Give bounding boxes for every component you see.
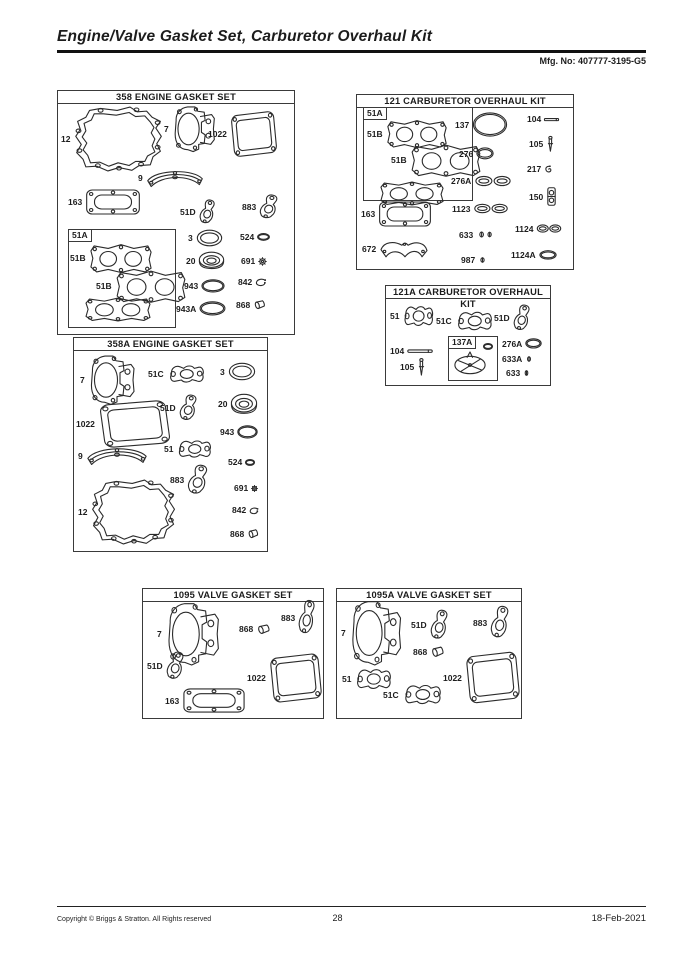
part-943 xyxy=(184,279,225,293)
part-868 xyxy=(230,528,260,539)
curved-gasket-icon xyxy=(86,444,148,467)
part-number: 7 xyxy=(164,124,169,134)
part-51D xyxy=(180,199,216,225)
part-number: 163 xyxy=(165,695,180,706)
kit-box-121A xyxy=(385,285,551,386)
rect-gasket-icon xyxy=(85,187,141,217)
part-9 xyxy=(138,167,204,189)
part-number: 276A xyxy=(502,338,523,349)
small-oring-icon xyxy=(257,233,270,241)
part-number: 943 xyxy=(220,427,235,437)
small-oring-icon xyxy=(483,343,493,350)
part-51D xyxy=(494,304,531,332)
part-51C xyxy=(148,362,205,386)
part-12 xyxy=(61,105,165,173)
part-number: 633A xyxy=(502,354,523,364)
part-868 xyxy=(236,299,267,310)
part-number: 868 xyxy=(413,646,428,657)
part-20 xyxy=(218,393,258,415)
oring-icon xyxy=(201,279,225,293)
part-number: 842 xyxy=(238,277,253,287)
part-number: 137 xyxy=(455,119,470,130)
part-1022 xyxy=(208,107,278,161)
screw-icon xyxy=(478,255,487,265)
part-number: 1123 xyxy=(452,203,471,214)
part-number: 105 xyxy=(529,139,544,149)
part-121A-item-8 xyxy=(452,350,488,375)
part-51D xyxy=(411,609,449,641)
part-51D xyxy=(147,651,185,681)
part-number: 51B xyxy=(391,155,407,165)
diaphragm-icon xyxy=(452,350,488,375)
part-842 xyxy=(238,277,268,287)
part-number: 1022 xyxy=(247,673,266,683)
part-number: 51B xyxy=(367,128,383,139)
part-672 xyxy=(362,239,429,259)
part-number: 51D xyxy=(180,207,196,217)
part-7 xyxy=(341,599,405,667)
footer-rule xyxy=(57,906,646,907)
part-691 xyxy=(241,256,267,266)
part-883 xyxy=(281,599,316,636)
flange-gasket-wide-icon xyxy=(402,681,442,708)
screw-icon xyxy=(523,368,530,378)
part-number: 7 xyxy=(157,629,162,639)
part-51C xyxy=(383,681,442,708)
part-number: 868 xyxy=(236,299,251,310)
part-137 xyxy=(455,111,508,138)
kit-box-358 xyxy=(57,90,295,335)
welch-plug-icon xyxy=(247,528,260,539)
part-51 xyxy=(390,302,434,330)
part-868 xyxy=(413,645,446,658)
part-868 xyxy=(239,623,272,635)
part-number: 7 xyxy=(80,375,85,385)
part-number: 51B xyxy=(96,281,112,291)
oring-icon xyxy=(237,425,258,439)
part-number: 104 xyxy=(390,346,405,356)
part-number: 524 xyxy=(240,232,255,242)
needle-valve-icon xyxy=(546,136,555,152)
part-524 xyxy=(240,232,270,242)
flange-gasket-icon xyxy=(187,464,209,496)
part-number: 20 xyxy=(218,399,228,409)
flange-gasket-wide-icon xyxy=(455,308,493,334)
part-number: 633 xyxy=(459,229,474,240)
part-number: 51C xyxy=(148,369,164,379)
valve-cover-gasket-icon xyxy=(230,107,278,161)
kit-box-121 xyxy=(356,94,574,270)
curved-gasket-icon xyxy=(146,167,204,189)
oring-pair-icon xyxy=(473,202,509,215)
part-3 xyxy=(188,229,223,247)
part-number: 1124 xyxy=(515,223,534,234)
part-number: 672 xyxy=(362,244,377,254)
part-217 xyxy=(527,164,553,174)
part-1022 xyxy=(443,647,521,708)
part-524 xyxy=(228,457,255,467)
part-number: 943A xyxy=(176,303,197,314)
part-163 xyxy=(361,199,432,229)
part-943 xyxy=(220,425,258,439)
part-1124A xyxy=(511,250,557,260)
valve-cover-gasket-icon xyxy=(269,649,323,707)
kit-box-1095A xyxy=(336,588,522,719)
part-105 xyxy=(529,136,555,152)
part-883 xyxy=(473,605,510,640)
needle-valve-icon xyxy=(417,358,426,376)
part-number: 9 xyxy=(78,450,83,461)
page-number: 28 xyxy=(332,913,343,923)
kit-title: 121 CARBURETOR OVERHAUL KIT xyxy=(357,95,573,108)
small-oring-icon xyxy=(525,338,542,349)
part-number: 12 xyxy=(61,134,71,144)
part-number: 51 xyxy=(390,311,400,321)
welch-plug-icon xyxy=(256,623,272,635)
flange-gasket-icon xyxy=(513,304,531,332)
serrated-washer-icon xyxy=(251,485,258,492)
part-20 xyxy=(186,251,225,270)
rect-gasket-icon xyxy=(378,199,432,229)
part-number: 51 xyxy=(342,674,352,684)
part-1124 xyxy=(515,223,562,234)
part-1123 xyxy=(452,202,509,215)
carb-manifold-gasket-icon xyxy=(84,295,152,323)
part-number: 105 xyxy=(400,362,415,372)
part-number: 51D xyxy=(411,620,427,630)
small-oring-icon xyxy=(245,459,255,466)
part-number: 868 xyxy=(239,624,254,634)
welch-plug-icon xyxy=(253,299,267,310)
part-number: 20 xyxy=(186,255,196,266)
part-276A xyxy=(502,338,542,349)
part-number: 1022 xyxy=(208,129,227,139)
part-number: 104 xyxy=(527,114,542,124)
part-number: 217 xyxy=(527,164,542,174)
part-104 xyxy=(527,114,559,124)
part-number: 3 xyxy=(220,366,225,377)
part-number: 1124A xyxy=(511,250,536,260)
part-number: 163 xyxy=(68,197,83,207)
float-pin-icon xyxy=(544,117,559,122)
oring-pair-icon xyxy=(474,174,512,188)
part-number: 7 xyxy=(341,628,346,638)
part-number: 883 xyxy=(281,612,296,623)
part-number: 276 xyxy=(459,148,474,159)
part-number: 842 xyxy=(232,505,247,515)
group-label: 137A xyxy=(448,336,476,349)
serrated-washer-icon xyxy=(258,257,267,266)
valve-cover-gasket-icon xyxy=(465,647,521,708)
oring-pair-icon xyxy=(536,223,562,234)
part-number: 633 xyxy=(506,368,521,378)
screw-icon xyxy=(525,354,533,364)
part-51C xyxy=(436,308,493,334)
part-163 xyxy=(68,187,141,217)
screw-pair-icon xyxy=(476,229,496,240)
clip-ring-icon xyxy=(249,507,260,514)
part-943A xyxy=(176,301,226,316)
kit-title: 358A ENGINE GASKET SET xyxy=(74,338,267,351)
part-number: 51D xyxy=(494,313,510,323)
flange-gasket-wide-icon xyxy=(176,437,212,461)
rect-gasket-icon xyxy=(182,686,246,715)
part-3 xyxy=(220,362,256,381)
part-163 xyxy=(165,686,246,715)
oil-seal-icon xyxy=(198,251,225,270)
part-number: 276A xyxy=(451,176,472,186)
part-number: 883 xyxy=(242,202,257,212)
ring-gasket-icon xyxy=(228,362,256,381)
crankcase-gasket-icon xyxy=(73,105,165,173)
part-633A xyxy=(502,354,533,364)
ring-gasket-icon xyxy=(196,229,223,247)
part-842 xyxy=(232,505,260,515)
part-number: 883 xyxy=(473,617,488,628)
part-883 xyxy=(242,194,279,220)
part-691 xyxy=(234,483,258,493)
page-title: Engine/Valve Gasket Set, Carburetor Overhaul Kit xyxy=(57,28,433,45)
part-number: 51D xyxy=(147,661,163,671)
small-oring-icon xyxy=(539,250,557,260)
part-105 xyxy=(400,358,426,376)
copyright-text: Copyright © Briggs & Stratton. All Rights reserved xyxy=(57,916,212,923)
part-9 xyxy=(78,444,148,467)
kit-box-358A xyxy=(73,337,268,552)
part-number: 3 xyxy=(188,233,193,243)
part-358-item-9 xyxy=(84,295,152,323)
crankcase-gasket-icon xyxy=(90,478,178,546)
part-number: 883 xyxy=(170,475,185,485)
part-276A xyxy=(451,174,512,188)
part-150 xyxy=(529,187,557,206)
part-121A-item-9 xyxy=(483,343,493,350)
part-104 xyxy=(390,346,433,356)
part-633 xyxy=(459,229,496,240)
part-276 xyxy=(459,147,494,160)
flange-gasket-icon xyxy=(259,194,279,220)
part-number: 150 xyxy=(529,191,544,202)
part-number: 12 xyxy=(78,507,88,517)
part-1022 xyxy=(247,649,323,707)
clip-ring-icon xyxy=(255,278,268,286)
part-number: 51 xyxy=(164,444,174,454)
float-pin-icon xyxy=(407,348,433,354)
flange-gasket-icon xyxy=(298,599,316,636)
large-oring-icon xyxy=(472,111,508,138)
part-number: 1022 xyxy=(443,672,462,683)
mfg-number: Mfg. No: 407777-3195-G5 xyxy=(539,56,646,66)
flange-gasket-wide-icon xyxy=(402,302,434,330)
part-number: 51C xyxy=(383,689,399,700)
part-987 xyxy=(461,255,487,265)
part-633 xyxy=(506,368,530,378)
part-number: 9 xyxy=(138,173,143,183)
part-number: 943 xyxy=(184,281,199,291)
part-number: 51B xyxy=(70,253,86,263)
kit-title: 121A CARBURETOR OVERHAUL KIT xyxy=(386,286,550,299)
valve-seat-icon xyxy=(546,187,557,206)
part-number: 163 xyxy=(361,209,376,219)
part-12 xyxy=(78,478,178,546)
part-51D xyxy=(160,394,198,422)
part-51 xyxy=(164,437,212,461)
flange-gasket-icon xyxy=(179,394,198,422)
wing-gasket-icon xyxy=(379,239,429,259)
part-number: 691 xyxy=(241,256,256,266)
group-label: 51A xyxy=(363,107,387,120)
oring-icon xyxy=(199,301,226,316)
part-number: 987 xyxy=(461,255,476,265)
part-number: 1022 xyxy=(76,419,95,429)
flange-gasket-icon xyxy=(490,605,510,640)
part-number: 51C xyxy=(436,316,452,326)
group-label: 51A xyxy=(68,229,92,242)
small-oring-icon xyxy=(476,147,494,160)
part-number: 51D xyxy=(160,403,176,413)
retainer-clip-icon xyxy=(544,165,553,174)
flange-gasket-icon xyxy=(430,609,449,641)
part-number: 868 xyxy=(230,528,245,539)
kit-box-1095 xyxy=(142,588,324,719)
kit-title: 358 ENGINE GASKET SET xyxy=(58,91,294,104)
part-number: 524 xyxy=(228,457,243,467)
revision-date: 18-Feb-2021 xyxy=(591,913,646,924)
oil-seal-icon xyxy=(230,393,258,415)
flange-gasket-icon xyxy=(199,199,216,225)
kit-title: 1095A VALVE GASKET SET xyxy=(337,589,521,602)
kit-title: 1095 VALVE GASKET SET xyxy=(143,589,323,602)
cylinder-head-gasket-icon xyxy=(349,599,405,667)
flange-gasket-icon xyxy=(166,651,185,681)
flange-gasket-wide-icon xyxy=(167,362,205,386)
part-number: 691 xyxy=(234,483,249,493)
